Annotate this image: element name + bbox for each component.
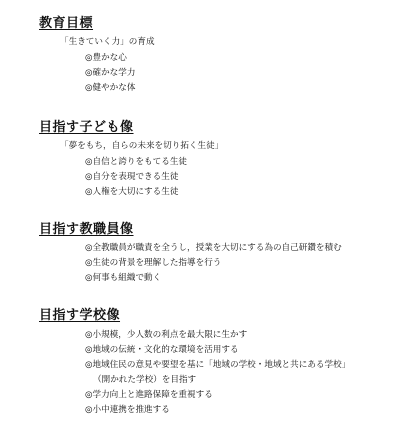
heading-education-goals: 教育目標 — [39, 16, 94, 31]
heading-ideal-staff: 目指す教職員像 — [39, 222, 134, 237]
heading-ideal-student: 目指す子ども像 — [39, 120, 134, 135]
list-item: （開かれた学校）を目指す — [93, 375, 197, 385]
list-item: ◎生徒の背景を理解した指導を行う — [85, 258, 222, 268]
ideal-student-lead: 「夢をもち，自らの未来を切り拓く生徒」 — [60, 141, 224, 151]
education-goals-lead: 「生きていく力」の育成 — [60, 37, 155, 47]
list-item: ◎健やかな体 — [85, 83, 136, 93]
list-item: ◎確かな学力 — [85, 68, 136, 78]
list-item: ◎地域の伝統・文化的な環境を活用する — [85, 345, 239, 355]
list-item: ◎人権を大切にする生徒 — [85, 187, 179, 197]
list-item: ◎何事も組織で動く — [85, 273, 162, 283]
list-item: ◎小規模，少人数の利点を最大限に生かす — [85, 330, 248, 340]
list-item: ◎地域住民の意見や要望を基に「地域の学校・地域と共にある学校」 — [85, 360, 351, 370]
list-item: ◎学力向上と進路保障を重視する — [85, 390, 213, 400]
list-item: ◎豊かな心 — [85, 53, 127, 63]
list-item: ◎全教職員が職責を全うし，授業を大切にする為の自己研鑽を積む — [85, 243, 342, 253]
list-item: ◎自分を表現できる生徒 — [85, 172, 179, 182]
heading-ideal-school: 目指す学校像 — [39, 308, 121, 323]
list-item: ◎小中連携を推進する — [85, 405, 170, 415]
list-item: ◎自信と誇りをもてる生徒 — [85, 157, 188, 167]
